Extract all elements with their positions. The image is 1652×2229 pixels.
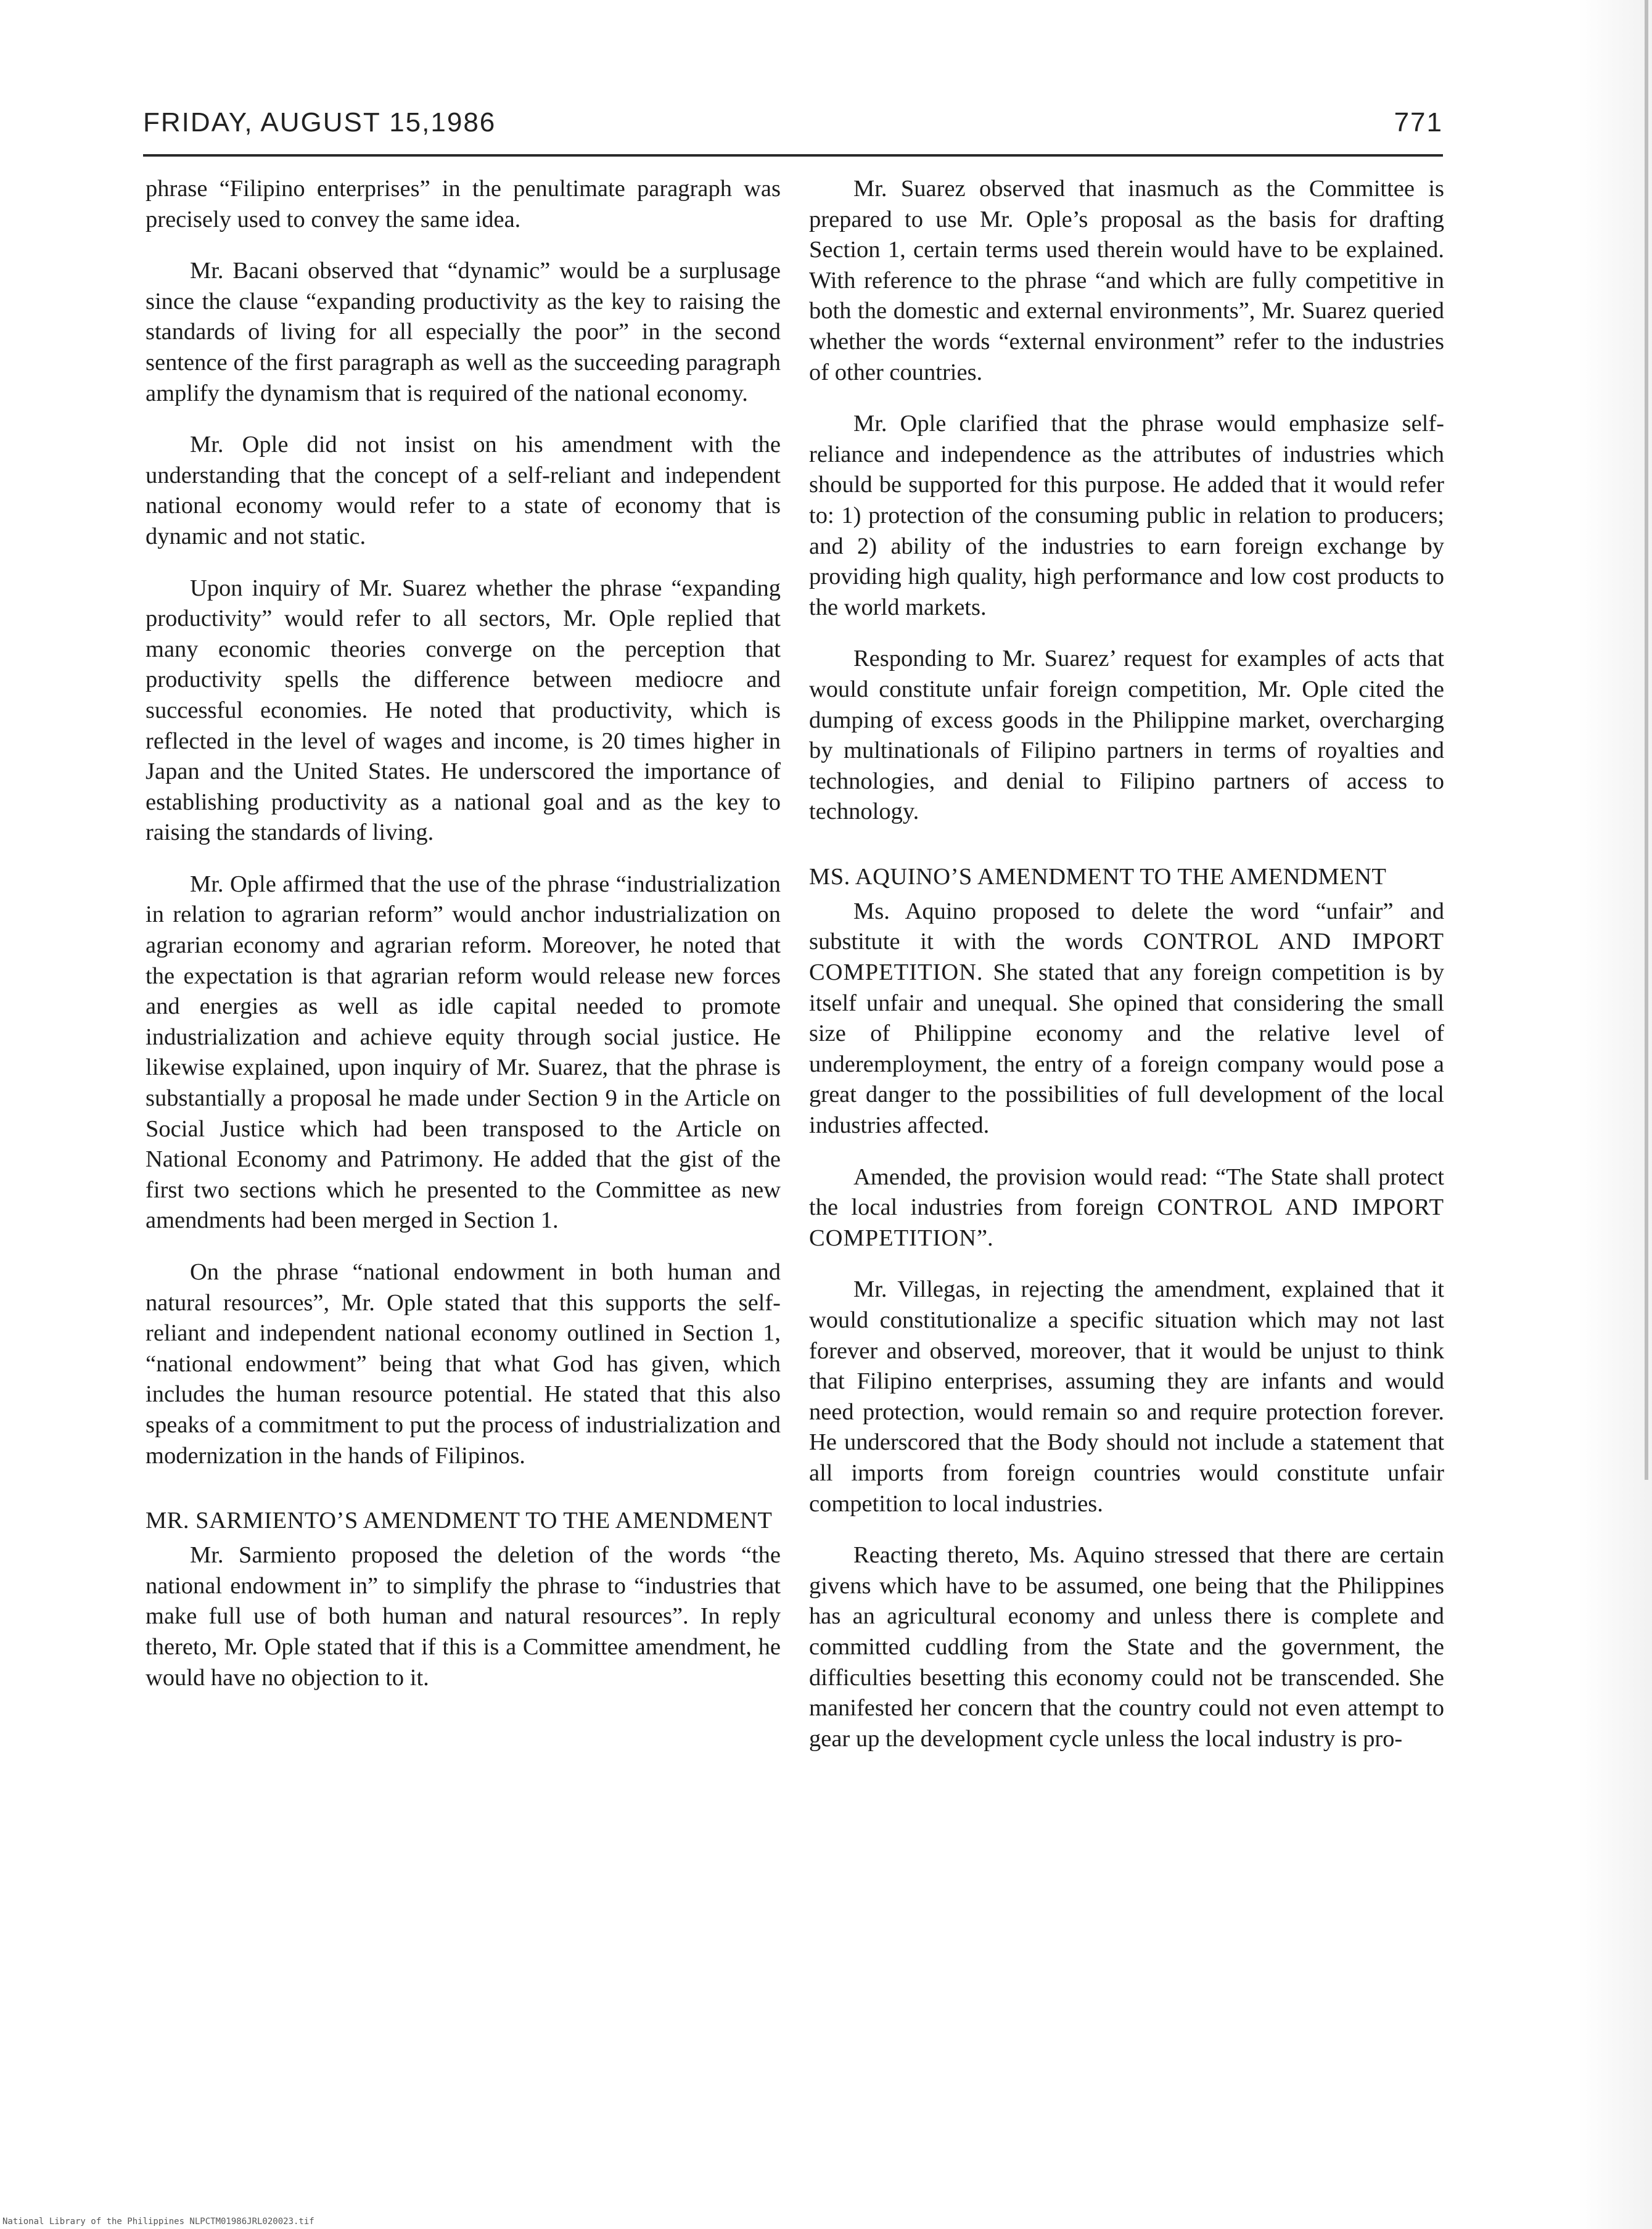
right-column	[809, 174, 1444, 1775]
scan-edge-bar	[1645, 0, 1648, 1480]
scan-edge-shading	[1578, 0, 1652, 2229]
text-run: Amended, the provision would read: “The State shall protect the local industries from foreign	[809, 1164, 1444, 1221]
paragraph: Mr. Ople affirmed that the use of the phrase “industrialization in relation to agrarian reform” would anchor industrialization on agrarian economy and agrarian reform. Moreover, he noted that the expectation is that agrarian reform would release new forces and energies as well as idle capital needed to promote industrialization and achieve equity through social justice. He likewise explained, upon inquiry of Mr. Suarez, that the phrase is substantially a proposal he made under Section 9 in the Article on Social Justice which had been transposed to the Article on National Economy and Patrimony. He added that the gist of the first two sections which he presented to the Committee as new amendments had been merged in Section 1.	[146, 871, 781, 1234]
paragraph: Reacting thereto, Ms. Aquino stressed that there are certain givens which have to be assumed, one being that the Philippines has an agricultural economy and unless there is complete and committed cuddling from the State and the government, the difficulties besetting this economy could not be transcended. She manifested her concern that the country could not even attempt to gear up the development cycle unless the local industry is pro-	[809, 1542, 1444, 1752]
paragraph: Mr. Villegas, in rejecting the amendment, explained that it would constitutionalize a specific situation which may not last forever and observed, moreover, that it would be unjust to think that Filipino enterprises, assuming they are infants and would need protection, would remain so and require protection forever. He underscored that the Body should not include a statement that all imports from foreign countries would constitute unfair competition to local industries.	[809, 1276, 1444, 1517]
paragraph: Upon inquiry of Mr. Suarez whether the phrase “expanding productivity” would refer to all sectors, Mr. Ople replied that many economic theories converge on the perception that productivity spells the difference between mediocre and successful economies. He noted that productivity, which is reflected in the level of wages and income, is 20 times higher in Japan and the United States. He underscored the importance of establishing productivity as a national goal and as the key to raising the standards of living.	[146, 575, 781, 846]
page-number: 771	[1394, 107, 1443, 138]
text-run: ”.	[976, 1225, 993, 1251]
small-caps-text: CONTROL AND IMPORT COMPETITION.	[809, 929, 1444, 986]
paragraph	[809, 897, 1444, 1141]
paragraph: Mr. Bacani observed that “dynamic” would be a surplusage since the clause “expanding productivity as the key to raising the standards of living for all especially the poor” in the second sentence of the first paragraph as well as the succeeding paragraph amplify the dynamism that is required of the national economy.	[146, 258, 781, 406]
paragraph: On the phrase “national endowment in both human and natural resources”, Mr. Ople stated that this supports the self-reliant and independent national economy outlined in Section 1, “national endowment” being that what God has given, which includes the human resource potential. He stated that this also speaks of a commitment to put the process of industrialization and modernization in the hands of Filipinos.	[146, 1259, 781, 1469]
page-header	[143, 105, 1443, 157]
left-column	[146, 174, 781, 1714]
paragraph: Mr. Suarez observed that inasmuch as the Committee is prepared to use Mr. Ople’s proposal as the basis for drafting Section 1, certain terms used therein would have to be explained. With reference to the phrase “and which are fully competitive in both the domestic and external environments”, Mr. Suarez queried whether the words “external environment” refer to the industries of other countries.	[809, 176, 1444, 385]
scan-footer: National Library of the Philippines NLPCTM01986JRL020023.tif	[2, 2217, 314, 2227]
section-heading: MR. SARMIENTO’S AMENDMENT TO THE AMENDMENT	[146, 1508, 773, 1534]
section-heading: MS. AQUINO’S AMENDMENT TO THE AMENDMENT	[809, 863, 1387, 890]
text-run: She stated that any foreign competition is by itself unfair and unequal. She opined that considering the small size of Philippine economy and the relative level of underemployment, the entry of a foreign company would pose a great danger to the possibilities of full development of the local industries affected.	[809, 959, 1444, 1139]
paragraph: Mr. Ople did not insist on his amendment with the understanding that the concept of a self-reliant and independent national economy would refer to a state of economy that is dynamic and not static.	[146, 432, 781, 549]
paragraph	[809, 1162, 1444, 1254]
small-caps-text: CONTROL AND IMPORT COMPETITION	[809, 1194, 1444, 1251]
paragraph: Responding to Mr. Suarez’ request for examples of acts that would constitute unfair foreign competition, Mr. Ople cited the dumping of excess goods in the Philippine market, overcharging by multinationals of Filipino partners in terms of royalties and technologies, and denial to Filipino partners of access to technology.	[809, 646, 1444, 825]
paragraph: Mr. Ople clarified that the phrase would emphasize self-reliance and independence as the attributes of industries which should be supported for this purpose. He added that it would refer to: 1) protection of the consuming public in relation to producers; and 2) ability of the industries to earn foreign exchange by providing high quality, high performance and low cost products to the world markets.	[809, 411, 1444, 620]
paragraph: phrase “Filipino enterprises” in the penultimate paragraph was precisely used to convey the same idea.	[146, 176, 781, 232]
text-run: Ms. Aquino proposed to delete the word “unfair” and substitute it with the words	[809, 898, 1444, 955]
paragraph: Mr. Sarmiento proposed the deletion of the words “the national endowment in” to simplify the phrase to “industries that make full use of both human and natural resources”. In reply thereto, Mr. Ople stated that if this is a Committee amendment, he would have no objection to it.	[146, 1542, 781, 1691]
header-date: FRIDAY, AUGUST 15,1986	[143, 107, 496, 138]
